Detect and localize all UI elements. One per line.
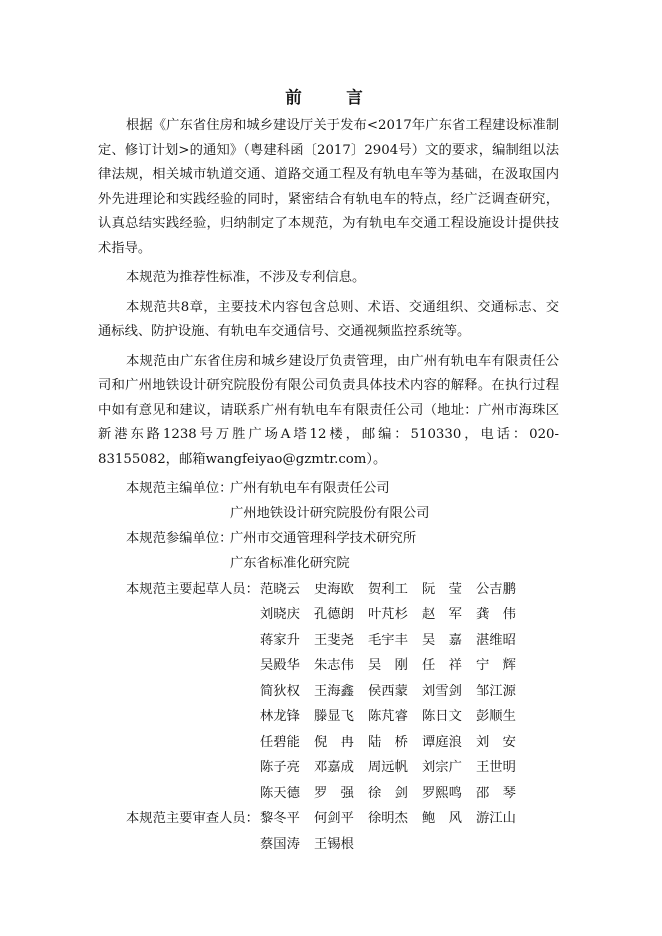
person-name: 陈日文 — [422, 709, 462, 724]
person-name: 林龙锋 — [260, 709, 300, 724]
person-name: 阮 莹 — [422, 581, 462, 597]
person-name: 刘宗广 — [422, 760, 462, 775]
drafters-row — [98, 705, 559, 731]
person-name: 邹江源 — [476, 683, 516, 699]
reviewers-row — [98, 832, 559, 858]
person-name: 倪 冉 — [314, 734, 354, 750]
drafters-row — [98, 654, 559, 680]
person-name: 宁 辉 — [476, 658, 516, 673]
person-name: 贺利工 — [368, 581, 408, 597]
person-name: 吴 嘉 — [422, 632, 462, 648]
person-name: 徐明杰 — [368, 811, 408, 826]
person-name: 鲍 风 — [422, 811, 462, 826]
person-name: 刘 安 — [476, 734, 516, 750]
person-name: 罗 强 — [314, 785, 354, 801]
person-name: 邵 琴 — [476, 785, 516, 801]
drafters-row — [98, 730, 559, 756]
person-name: 彭顺生 — [476, 709, 516, 724]
person-name: 滕显飞 — [314, 709, 354, 724]
person-name: 刘雪剑 — [422, 683, 462, 699]
participating-units-label: 本规范参编单位： — [126, 531, 233, 547]
person-name: 刘晓庆 — [260, 607, 300, 622]
participating-unit-row — [98, 552, 559, 577]
page-title: 前 言 — [285, 88, 377, 107]
person-name: 蒋家升 — [260, 632, 300, 648]
person-name: 朱志伟 — [314, 658, 354, 673]
person-name: 谭庭浪 — [422, 734, 462, 750]
person-name: 龚 伟 — [476, 607, 516, 622]
person-name: 史海欧 — [314, 581, 354, 597]
drafters-list — [98, 577, 559, 807]
person-name: 吴殿华 — [260, 658, 300, 673]
person-name: 陈子亮 — [260, 760, 300, 775]
person-name: 何剑平 — [314, 811, 354, 826]
person-name: 湛维昭 — [476, 632, 516, 648]
drafters-row — [98, 628, 559, 654]
person-name: 陆 桥 — [368, 734, 408, 750]
person-name: 毛宇丰 — [368, 632, 408, 648]
person-name: 王锡根 — [314, 836, 354, 852]
paragraph-contents: 本规范共8章，主要技术内容包含总则、术语、交通组织、交通标志、交通标线、防护设施、有轨电车交通信号、交通视频监控系统等。 — [98, 299, 559, 339]
drafters-row — [98, 577, 559, 603]
person-name: 赵 军 — [422, 607, 462, 622]
person-name: 王斐尧 — [314, 632, 354, 648]
drafters-row — [98, 603, 559, 629]
participating-unit: 广州市交通管理科学技术研究所 — [230, 531, 417, 547]
person-name: 孔德朗 — [314, 607, 354, 622]
drafters-label: 本规范主要起草人员： — [126, 581, 259, 597]
chief-units-label: 本规范主编单位： — [126, 481, 233, 497]
person-name: 任 祥 — [422, 658, 462, 673]
person-name: 王海鑫 — [314, 683, 354, 699]
drafters-row — [98, 781, 559, 807]
reviewers-row — [98, 807, 559, 833]
person-name: 吴 刚 — [368, 658, 408, 673]
person-name: 黎冬平 — [260, 811, 300, 826]
participating-unit: 广东省标准化研究院 — [230, 556, 350, 572]
chief-unit-row — [98, 502, 559, 527]
person-name: 周远帆 — [368, 760, 408, 775]
reviewers-label: 本规范主要审查人员： — [126, 811, 259, 826]
person-name: 陈芃睿 — [368, 709, 408, 724]
person-name: 邓嘉成 — [314, 760, 354, 775]
paragraph-recommended: 本规范为推荐性标准，不涉及专利信息。 — [126, 270, 366, 285]
paragraph-management: 本规范由广东省住房和城乡建设厅负责管理，由广州有轨电车有限责任公司和广州地铁设计研究院股份有限公司负责具体技术内容的解释。在执行过程中如有意见和建议，请联系广州有轨电车有限责任公司（地址：广州市海珠区新港东路1238号万胜广场A塔12楼，邮编：510330，电话：020-83155082，邮箱wangfeiyao@gzmtr.com）。 — [98, 353, 559, 467]
chief-unit: 广州有轨电车有限责任公司 — [230, 481, 390, 497]
person-name: 游江山 — [476, 811, 516, 826]
reviewers-list — [98, 807, 559, 858]
drafters-row — [98, 756, 559, 782]
drafters-row — [98, 679, 559, 705]
foreword-body — [98, 114, 559, 858]
person-name: 公吉鹏 — [476, 581, 516, 597]
chief-unit: 广州地铁设计研究院股份有限公司 — [230, 506, 430, 522]
chief-unit-row — [98, 477, 559, 502]
person-name: 范晓云 — [260, 581, 300, 597]
person-name: 叶芃杉 — [368, 607, 408, 622]
person-name: 蔡国涛 — [260, 836, 300, 852]
person-name: 简狄权 — [260, 683, 300, 699]
person-name: 陈天德 — [260, 785, 300, 801]
participating-unit-row — [98, 527, 559, 552]
person-name: 侯西蒙 — [368, 683, 408, 699]
person-name: 任碧能 — [260, 734, 300, 750]
person-name: 罗熙鸣 — [422, 785, 462, 801]
person-name: 徐 剑 — [368, 785, 408, 801]
person-name: 王世明 — [476, 760, 516, 775]
paragraph-basis: 根据《广东省住房和城乡建设厅关于发布<2017年广东省工程建设标准制定、修订计划>的通知》（粤建科函〔2017〕2904号）文的要求，编制组以法律法规，相关城市轨道交通、道路交通工程及有轨电车等为基础，在汲取国内外先进理论和实践经验的同时，紧密结合有轨电车的特点，经广泛调查研究，认真总结实践经验，归纳制定了本规范，为有轨电车交通工程设施设计提供技术指导。 — [98, 118, 559, 256]
